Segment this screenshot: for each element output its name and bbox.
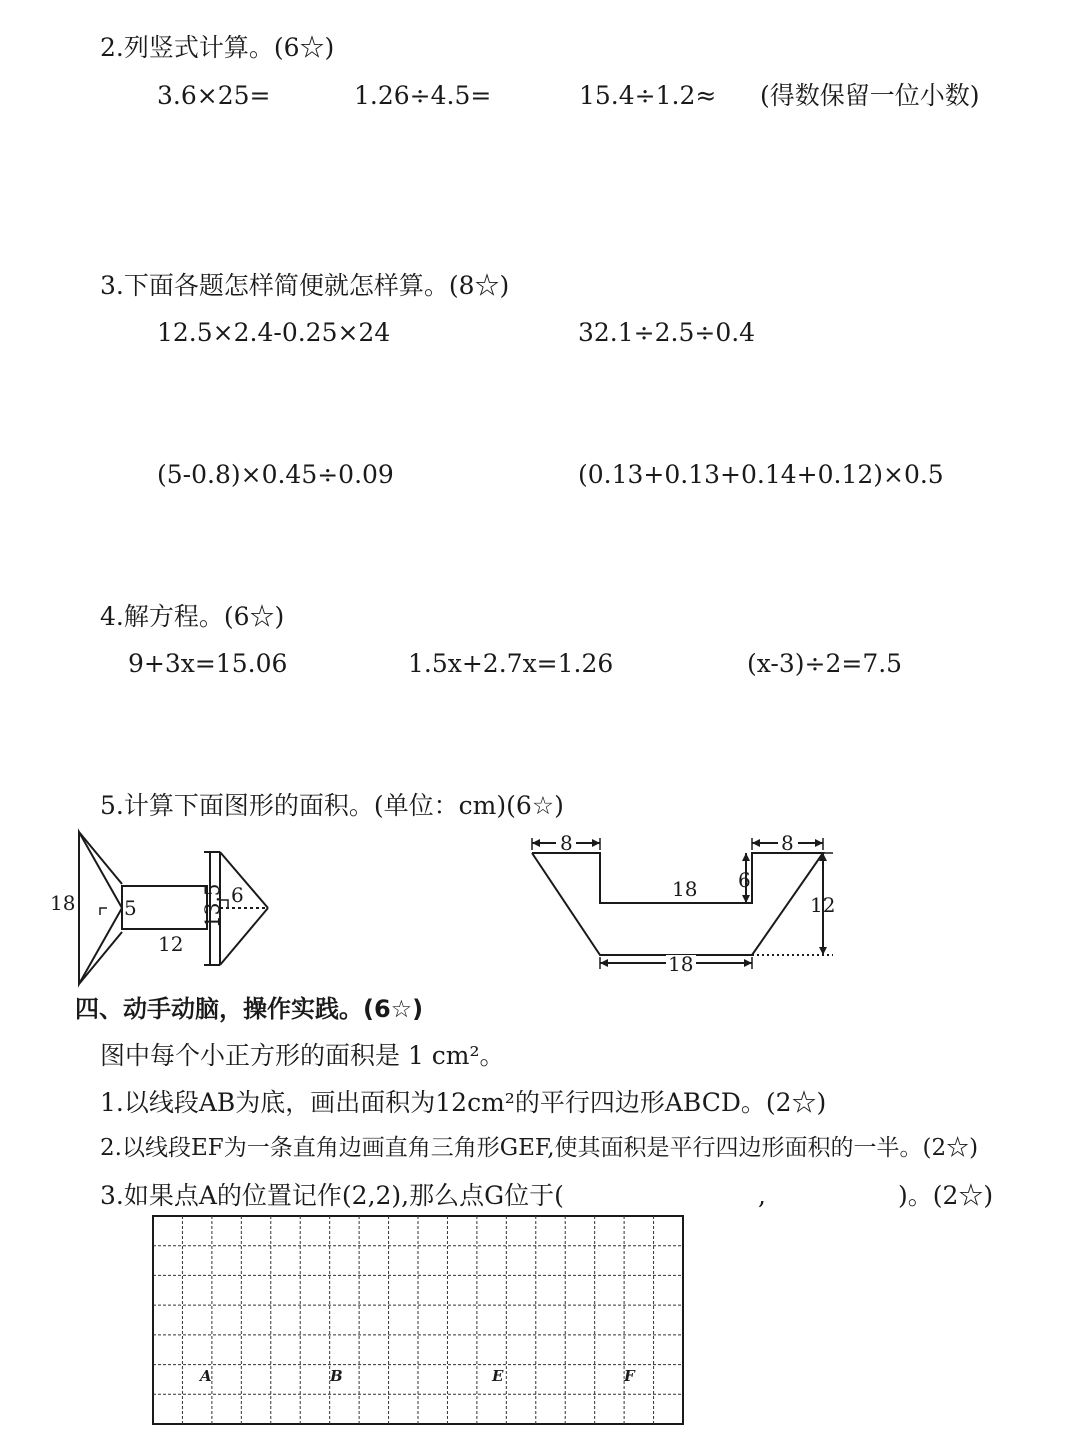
s4-item-3-end: )。(2☆) <box>898 1181 994 1210</box>
section-4-title: 四、动手动脑，操作实践。(6☆) <box>75 995 424 1023</box>
grid-point-f: F <box>624 1367 635 1385</box>
q5-title: 5.计算下面图形的面积。(单位：cm)(6☆) <box>100 791 564 820</box>
q3-item-2: 32.1÷2.5÷0.4 <box>578 318 756 347</box>
q2-item-3: 15.4÷1.2≈ <box>579 81 717 110</box>
q3-item-3: (5-0.8)×0.45÷0.09 <box>157 460 394 489</box>
fig2-label-height: 12 <box>810 893 836 917</box>
fig1-label-6: 6 <box>231 883 244 907</box>
fig1-label-18: 18 <box>50 891 76 915</box>
grid-point-a: A <box>200 1367 212 1385</box>
q3-title: 3.下面各题怎样简便就怎样算。(8☆) <box>100 271 510 300</box>
fig1-label-12: 12 <box>158 932 184 956</box>
fig2-label-depth: 6 <box>738 868 751 892</box>
s4-item-2: 2.以线段EF为一条直角边画直角三角形GEF,使其面积是平行四边形面积的一半。(2☆) <box>100 1135 979 1161</box>
q4-item-2: 1.5x+2.7x=1.26 <box>408 649 614 678</box>
s4-item-3: 3.如果点A的位置记作(2,2),那么点G位于( <box>100 1181 564 1210</box>
fig2-label-top-left: 8 <box>560 831 573 855</box>
grid-point-e: E <box>492 1367 504 1385</box>
section-4-intro: 图中每个小正方形的面积是 1 cm²。 <box>100 1041 505 1070</box>
q4-item-1: 9+3x=15.06 <box>128 649 288 678</box>
q3-item-1: 12.5×2.4-0.25×24 <box>157 318 391 347</box>
fig2-label-bottom: 18 <box>668 952 694 976</box>
s4-item-1: 1.以线段AB为底，画出面积为12cm²的平行四边形ABCD。(2☆) <box>100 1088 827 1117</box>
q2-item-1: 3.6×25= <box>157 81 271 110</box>
fig1-label-5: 5 <box>124 896 137 920</box>
grid-point-b: B <box>330 1367 343 1385</box>
q2-note: (得数保留一位小数) <box>760 81 980 110</box>
fig2-label-inner: 18 <box>672 877 698 901</box>
s4-item-3-comma: , <box>758 1181 766 1210</box>
q4-title: 4.解方程。(6☆) <box>100 602 285 631</box>
q2-item-2: 1.26÷4.5= <box>354 81 492 110</box>
fig2-label-top-right: 8 <box>781 831 794 855</box>
q3-item-4: (0.13+0.13+0.14+0.12)×0.5 <box>578 460 944 489</box>
fig1-label-13-5: 13.5 <box>200 883 224 928</box>
q2-title: 2.列竖式计算。(6☆) <box>100 33 335 62</box>
q4-item-3: (x-3)÷2=7.5 <box>747 649 903 678</box>
